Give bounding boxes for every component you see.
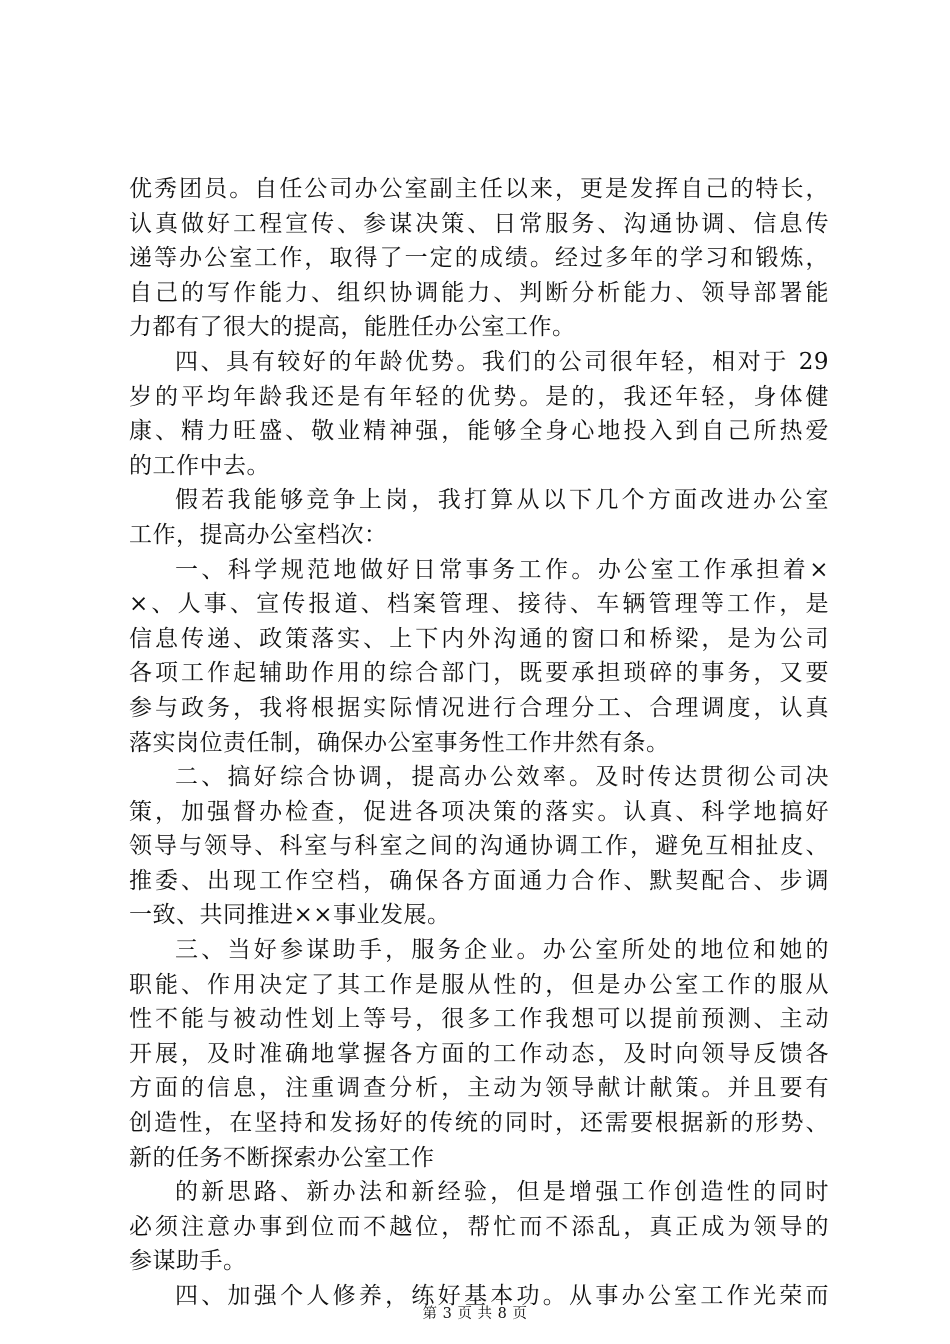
text-line: 必须注意办事到位而不越位，帮忙而不添乱，真正成为领导的	[129, 1213, 829, 1240]
text-line: 职能、作用决定了其工作是服从性的，但是办公室工作的服从	[129, 971, 829, 998]
text-line: 开展，及时准确地掌握各方面的工作动态，及时向领导反馈各	[129, 1040, 829, 1067]
text-line: 方面的信息，注重调查分析，主动为领导献计献策。并且要有	[129, 1075, 829, 1102]
page-footer: 第 3 页 共 8 页	[422, 1306, 528, 1322]
text-line: 认真做好工程宣传、参谋决策、日常服务、沟通协调、信息传	[129, 210, 829, 237]
text-line: 四、加强个人修养，练好基本功。从事办公室工作光荣而	[175, 1283, 829, 1309]
text-line: 信息传递、政策落实、上下内外沟通的窗口和桥梁，是为公司	[129, 625, 829, 652]
text-line: 创造性，在坚持和发扬好的传统的同时，还需要根据新的形势、	[129, 1110, 829, 1137]
text-line: 参与政务，我将根据实际情况进行合理分工、合理调度，认真	[129, 694, 829, 721]
text-line: 性不能与被动性划上等号，很多工作我想可以提前预测、主动	[129, 1006, 829, 1033]
text-line: 岁的平均年龄我还是有年轻的优势。是的，我还年轻，身体健	[129, 383, 829, 410]
text-line: 各项工作起辅助作用的综合部门，既要承担琐碎的事务，又要	[129, 660, 829, 687]
text-line: 自己的写作能力、组织协调能力、判断分析能力、领导部署能	[129, 279, 829, 306]
text-line: 领导与领导、科室与科室之间的沟通协调工作，避免互相扯皮、	[129, 833, 829, 860]
document-body	[129, 172, 829, 1314]
text-line: 递等办公室工作，取得了一定的成绩。经过多年的学习和锻炼，	[129, 245, 829, 272]
text-line: 一、科学规范地做好日常事务工作。办公室工作承担着×	[175, 556, 829, 583]
text-line: 参谋助手。	[129, 1248, 247, 1275]
text-line: 工作，提高办公室档次：	[129, 521, 388, 548]
text-line: 策，加强督办检查，促进各项决策的落实。认真、科学地搞好	[129, 798, 829, 825]
text-line: 假若我能够竞争上岗，我打算从以下几个方面改进办公室	[175, 487, 829, 514]
text-line: 的工作中去。	[129, 452, 270, 479]
text-line: 四、具有较好的年龄优势。我们的公司很年轻，相对于 29	[175, 348, 829, 375]
text-line: ×、人事、宣传报道、档案管理、接待、车辆管理等工作，是	[129, 591, 829, 618]
text-line: 二、搞好综合协调，提高办公效率。及时传达贯彻公司决	[175, 764, 829, 791]
text-line: 推委、出现工作空档，确保各方面通力合作、默契配合、步调	[129, 867, 829, 894]
text-line: 力都有了很大的提高，能胜任办公室工作。	[129, 314, 576, 341]
text-line: 康、精力旺盛、敬业精神强，能够全身心地投入到自己所热爱	[129, 418, 829, 445]
text-line: 一致、共同推进××事业发展。	[129, 902, 451, 929]
text-line: 新的任务不断探索办公室工作	[129, 1144, 435, 1171]
text-line: 三、当好参谋助手，服务企业。办公室所处的地位和她的	[175, 937, 829, 964]
text-line: 优秀团员。自任公司办公室副主任以来，更是发挥自己的特长，	[129, 176, 829, 202]
text-line: 落实岗位责任制，确保办公室事务性工作井然有条。	[129, 729, 670, 756]
text-line: 的新思路、新办法和新经验，但是增强工作创造性的同时	[175, 1179, 829, 1206]
